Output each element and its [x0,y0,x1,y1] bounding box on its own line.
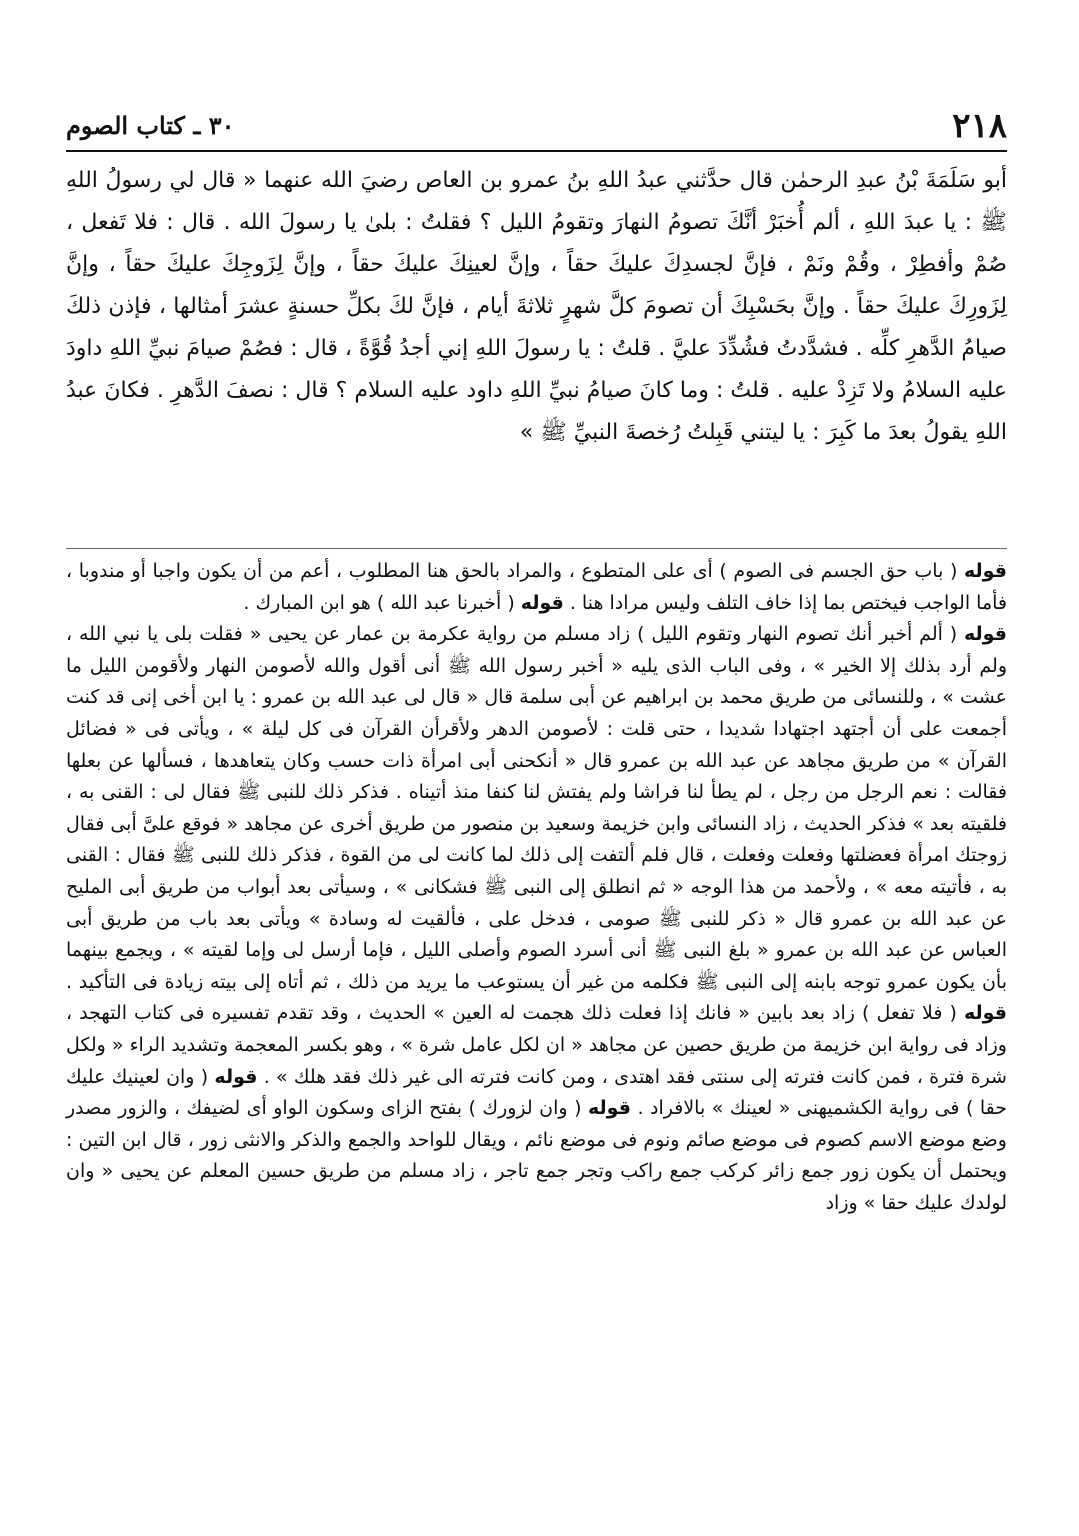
keyword-qawluhu: قوله [520,591,564,614]
commentary-text: ( ألم أخبر أنك تصوم النهار وتقوم الليل ) زاد مسلم من رواية عكرمة بن عمار عن يحيى « فقلت بلى يا نبي الله ، ولم أرد بذلك إلا الخير » ، وفى الباب الذى يليه « أخبر رسول الله ﷺ أنى أقول والله لأصومن النهار ولأقومن الليل ما عشت » ، وللنسائى من طريق محمد بن ابراهيم عن أبى سلمة قال « قال لى عبد الله بن عمرو : يا ابن أخى إنى قد كنت أجمعت على أن أجتهد اجتهادا شديدا ، حتى قلت : لأصومن الدهر ولأقرأن القرآن فى كل ليلة » ، ويأتى فى « فضائل القرآن » من طريق مجاهد عن عبد الله بن عمرو قال « أنكحنى أبى امرأة ذات حسب وكان يتعاهدها ، فسألها عن بعلها فقالت : نعم الرجل من رجل ، لم يطأ لنا فراشا ولم يفتش لنا كنفا منذ أتيناه . فذكر ذلك للنبى ﷺ فقال لى : القنى به ، فلقيته بعد » فذكر الحديث ، زاد النسائى وابن خزيمة وسعيد بن منصور من طريق أخرى عن مجاهد « فوقع علىَّ أبى فقال زوجتك امرأة فعضلتها وفعلت وفعلت ، قال فلم ألتفت إلى ذلك لما كانت لى من القوة ، فذكر ذلك للنبى ﷺ فقال : القنى به ، فأتيته معه » ، ولأحمد من هذا الوجه « ثم انطلق إلى النبى ﷺ فشكانى » ، وسيأتى بعد أبواب من طريق أبى المليح عن عبد الله بن عمرو قال « ذكر للنبى ﷺ صومى ، فدخل على ، فألقيت له وسادة » ويأتى بعد باب من طريق أبى العباس عن عبد الله بن عمرو « بلغ النبى ﷺ أنى أسرد الصوم وأصلى الليل ، فإما أرسل لى وإما لقيته » ، ويجمع بينهما بأن يكون عمرو توجه بابنه إلى النبى ﷺ فكلمه من غير أن يستوعب ما يريد من ذلك ، ثم أتاه إلى بيته زيادة فى التأكيد . [66,623,1007,993]
chapter-title: ٣٠ ـ كتاب الصوم [66,111,235,140]
keyword-qawluhu: قوله [963,623,1007,646]
keyword-qawluhu: قوله [963,560,1007,582]
commentary-text: ( وان لزورك ) بفتح الزاى وسكون الواو أى لضيفك ، والزور مصدر وضع موضع الاسم كصوم فى موضع صائم ونوم فى موضع نائم ، ويقال للواحد والجمع والذكر والانثى زور ، قال ابن التين : ويحتمل أن يكون زور جمع زائر كركب جمع راكب وتجر جمع تاجر ، زاد مسلم من طريق حسين المعلم عن يحيى « وان لولدك عليك حقا » وزاد [66,1097,1007,1214]
commentary-text: ( باب حق الجسم فى الصوم ) أى على المتطوع ، والمراد بالحق هنا المطلوب ، أعم من أن يكون واجبا أو مندوبا ، فأما الواجب فيختص بما إذا خاف التلف وليس مرادا هنا . [66,560,1007,614]
commentary-block [66,556,1007,1219]
commentary-paragraph [66,556,1007,619]
commentary-text: ( وان لعينيك عليك حقا ) فى رواية الكشميهنى « لعينك » بالافراد . [66,1065,1007,1120]
header-rule [66,150,1007,152]
keyword-qawluhu: قوله [963,1002,1007,1025]
hadith-paragraph: أبو سَلَمَةَ بْنُ عبدِ الرحمٰن قال حدَّثني عبدُ اللهِ بنُ عمرو بن العاص رضيَ الله عنهما « قال لي رسولُ اللهِ ﷺ : يا عبدَ اللهِ ، ألم أُخبَرْ أنَّكَ تصومُ النهارَ وتقومُ الليل ؟ فقلتُ : بلىٰ يا رسولَ الله . قال : فلا تَفعل ، صُمْ وأفطِرْ ، وقُمْ ونَمْ ، فإنَّ لجسدِكَ عليكَ حقاً ، وإنَّ لعينِكَ عليكَ حقاً ، وإنَّ لِزَوجِكَ عليكَ حقاً ، وإنَّ لِزَورِكَ عليكَ حقاً . وإنَّ بحَسْبِكَ أن تصومَ كلَّ شهرٍ ثلاثةَ أيام ، فإنَّ لكَ بكلِّ حسنةٍ عشرَ أمثالها ، فإذن ذلكَ صيامُ الدَّهرِ كلِّه . فشدَّدتُ فشُدِّدَ عليَّ . قلتُ : يا رسولَ اللهِ إني أجدُ قُوَّةً ، قال : فصُمْ صيامَ نبيِّ اللهِ داودَ عليه السلامُ ولا تَزِدْ عليه . قلتُ : وما كانَ صيامُ نبيِّ اللهِ داود عليه السلام ؟ قال : نصفَ الدَّهرِ . فكانَ عبدُ اللهِ يقولُ بعدَ ما كَبِرَ : يا ليتني قَبِلتُ رُخصةَ النبيِّ ﷺ » [66,168,1007,445]
commentary-text: ( فلا تفعل ) زاد بعد بابين « فانك إذا فعلت ذلك هجمت له العين » الحديث ، وقد تقدم تفسيره فى كتاب التهجد ، وزاد فى رواية ابن خزيمة من طريق حصين عن مجاهد « ان لكل عامل شرة » ، وهو بكسر المعجمة وتشديد الراء « ولكل شرة فترة ، فمن كانت فترته إلى سنتى فقد اهتدى ، ومن كانت فترته الى غير ذلك فقد هلك » . [66,1002,1007,1088]
hadith-text-block [66,160,1007,454]
keyword-qawluhu: قوله [214,1065,258,1088]
page-number: ٢١٨ [952,106,1007,146]
keyword-qawluhu: قوله [587,1097,631,1120]
commentary-paragraph [66,619,1007,1219]
page-header [66,104,1007,148]
commentary-text: ( أخبرنا عبد الله ) هو ابن المبارك . [243,591,521,614]
section-divider [66,548,1007,549]
